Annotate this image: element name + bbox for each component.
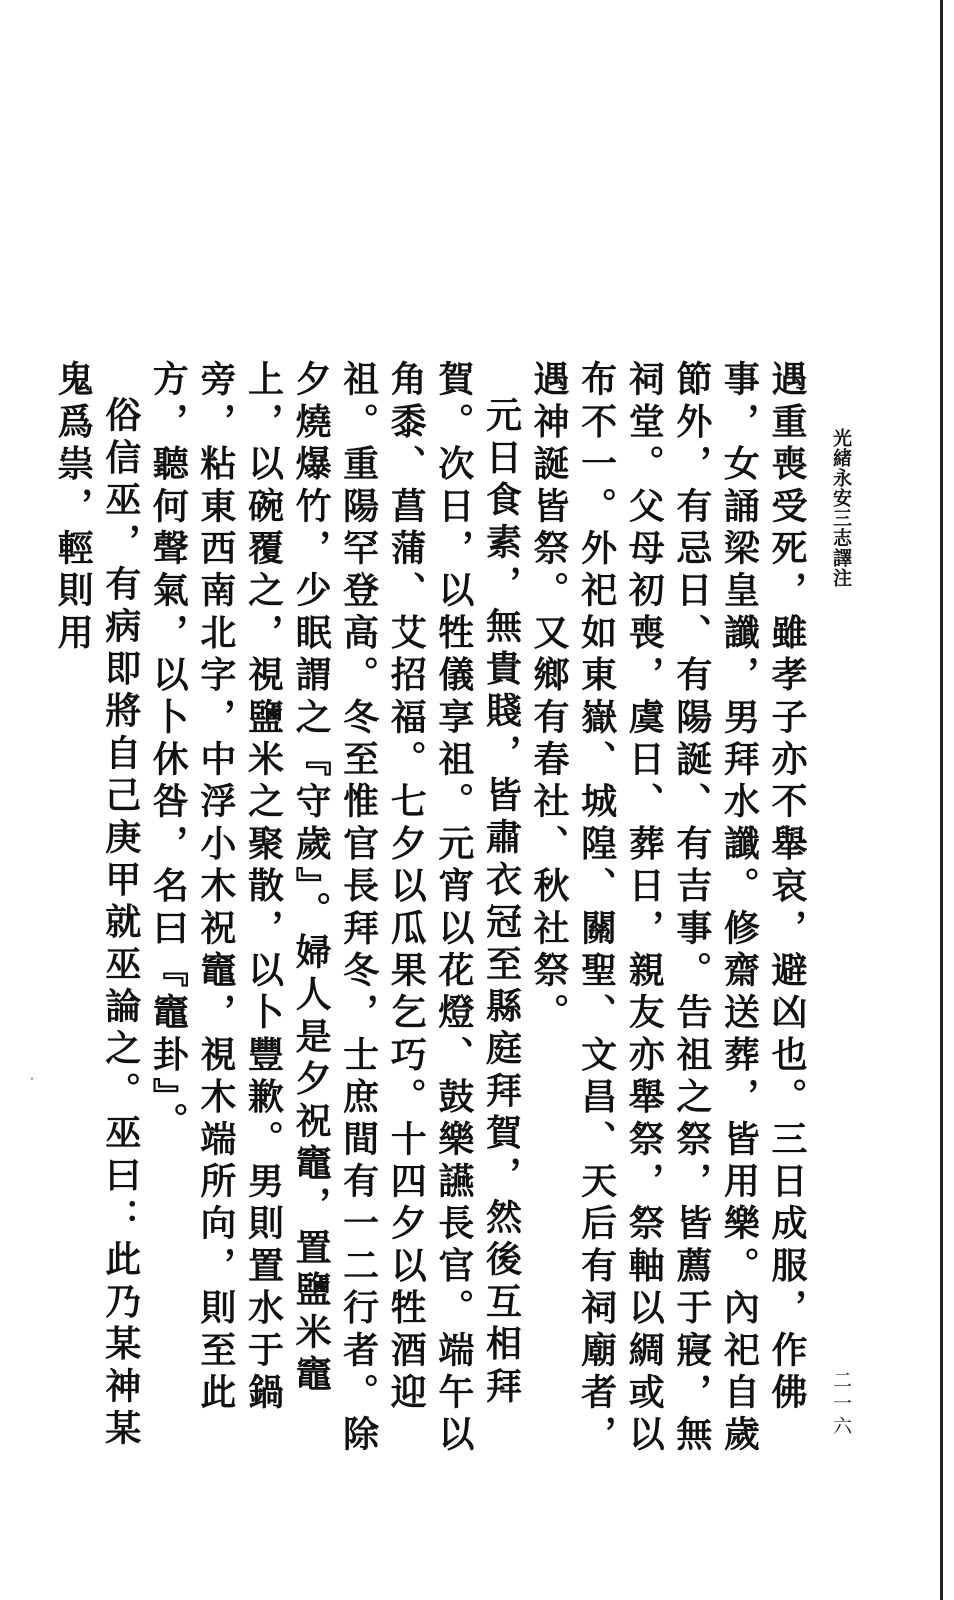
scan-speck-mark: ∘ — [30, 1074, 34, 1083]
paragraph-funeral-rites: 遇重喪受死，雖孝子亦不舉哀，避凶也。三日成服，作佛事，女誦梁皇讖，男拜水讖。修齋送葬，皆用樂。內祀自歲節外，有忌日、有陽誕、有吉事。告祖之祭，皆薦于寢，無祠堂。父母初喪，虞日、葬日，親友亦舉祭，祭軸以綢或以布不一。外祀如東嶽、城隍、關聖、文昌、天后有祠廟者，遇神誕皆祭。又鄉有春社、秋社祭。 — [528, 360, 808, 1458]
main-text — [52, 360, 810, 1460]
page-number: 二一六 — [830, 1370, 852, 1439]
running-title: 光緒永安三志譯注 — [830, 428, 852, 588]
paragraph-shamans: 俗信巫，有病即將自己庚甲就巫論之。巫曰：此乃某神某鬼爲祟，輕則用 — [52, 360, 142, 1451]
page-edge-line — [940, 0, 943, 1600]
paragraph-festivals: 元日食素，無貴賤，皆肅衣冠至縣庭拜賀，然後互相拜賀。次日，以牲儀享祖。元宵以花燈、鼓樂讌長官。端午以角黍、菖蒲、艾招福。七夕以瓜果乞巧。十四夕以牲酒迎祖。重陽罕登高。冬至惟官長拜冬，士庶間有一二行者。除夕燒爆竹，少眠謂之『守歲』。婦人是夕祝竈，置鹽米竈上，以碗覆之，視鹽米之聚散，以卜豐歉。男則置水于鍋旁，粘東西南北字，中浮小木祝竈，視木端所向，則至此方，聽何聲氣，以卜休咎，名曰『竈卦』。 — [147, 360, 523, 1458]
